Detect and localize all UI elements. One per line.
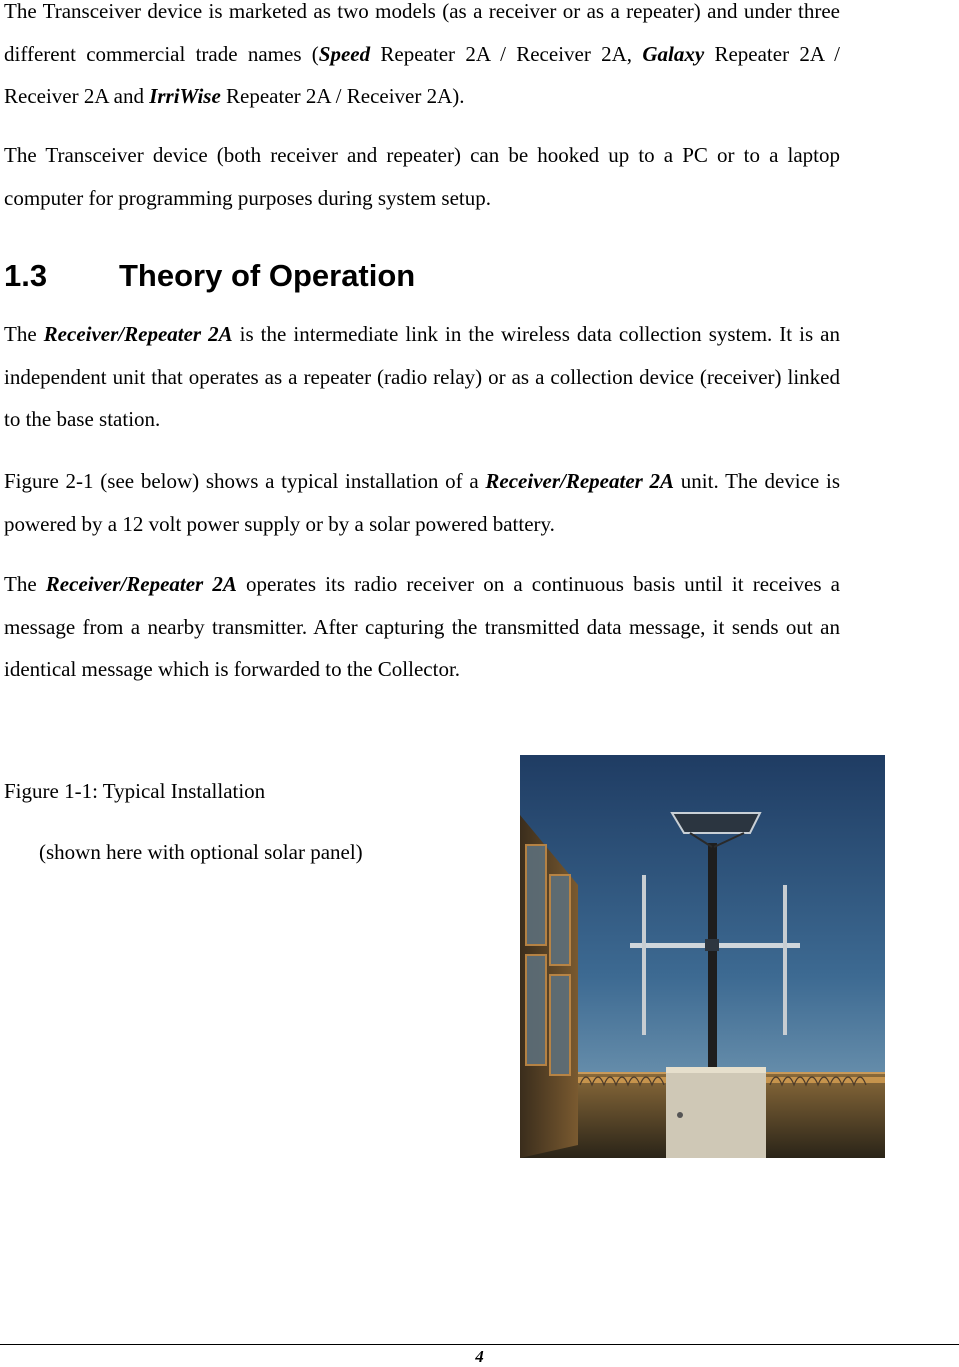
paragraph-pc-hookup: The Transceiver device (both receiver and repeater) can be hooked up to a PC or to a laptop computer for programming purposes during system setup.	[4, 143, 840, 210]
figure-subcaption: (shown here with optional solar panel)	[39, 840, 363, 864]
paragraph-trade-names: The Transceiver device is marketed as two models (as a receiver or as a repeater) and under three different commercial trade names (Speed Repeater 2A / Receiver 2A, Galaxy Repeater 2A / Receiver 2A and IrriWise Repeater 2A / Receiver 2A).	[4, 0, 840, 108]
section-number: 1.3	[4, 258, 48, 293]
page-number: 4	[475, 1347, 484, 1366]
paragraph-intermediate-link: The Receiver/Repeater 2A is the intermediate link in the wireless data collection system. It is an independent unit that operates as a repeater (radio relay) or as a collection device (receiver) linked to the base station.	[4, 322, 840, 431]
footer-rule	[0, 1344, 959, 1345]
section-title: Theory of Operation	[119, 258, 416, 293]
installation-photo	[520, 755, 885, 1158]
section-heading	[4, 255, 415, 297]
paragraph-operation: The Receiver/Repeater 2A operates its radio receiver on a continuous basis until it receives a message from a nearby transmitter. After capturing the transmitted data message, it sends out an identical message which is forwarded to the Collector.	[4, 572, 840, 681]
paragraph-installation: Figure 2-1 (see below) shows a typical installation of a Receiver/Repeater 2A unit. The device is powered by a 12 volt power supply or by a solar powered battery.	[4, 469, 840, 536]
figure-caption: Figure 1-1: Typical Installation	[4, 779, 266, 803]
